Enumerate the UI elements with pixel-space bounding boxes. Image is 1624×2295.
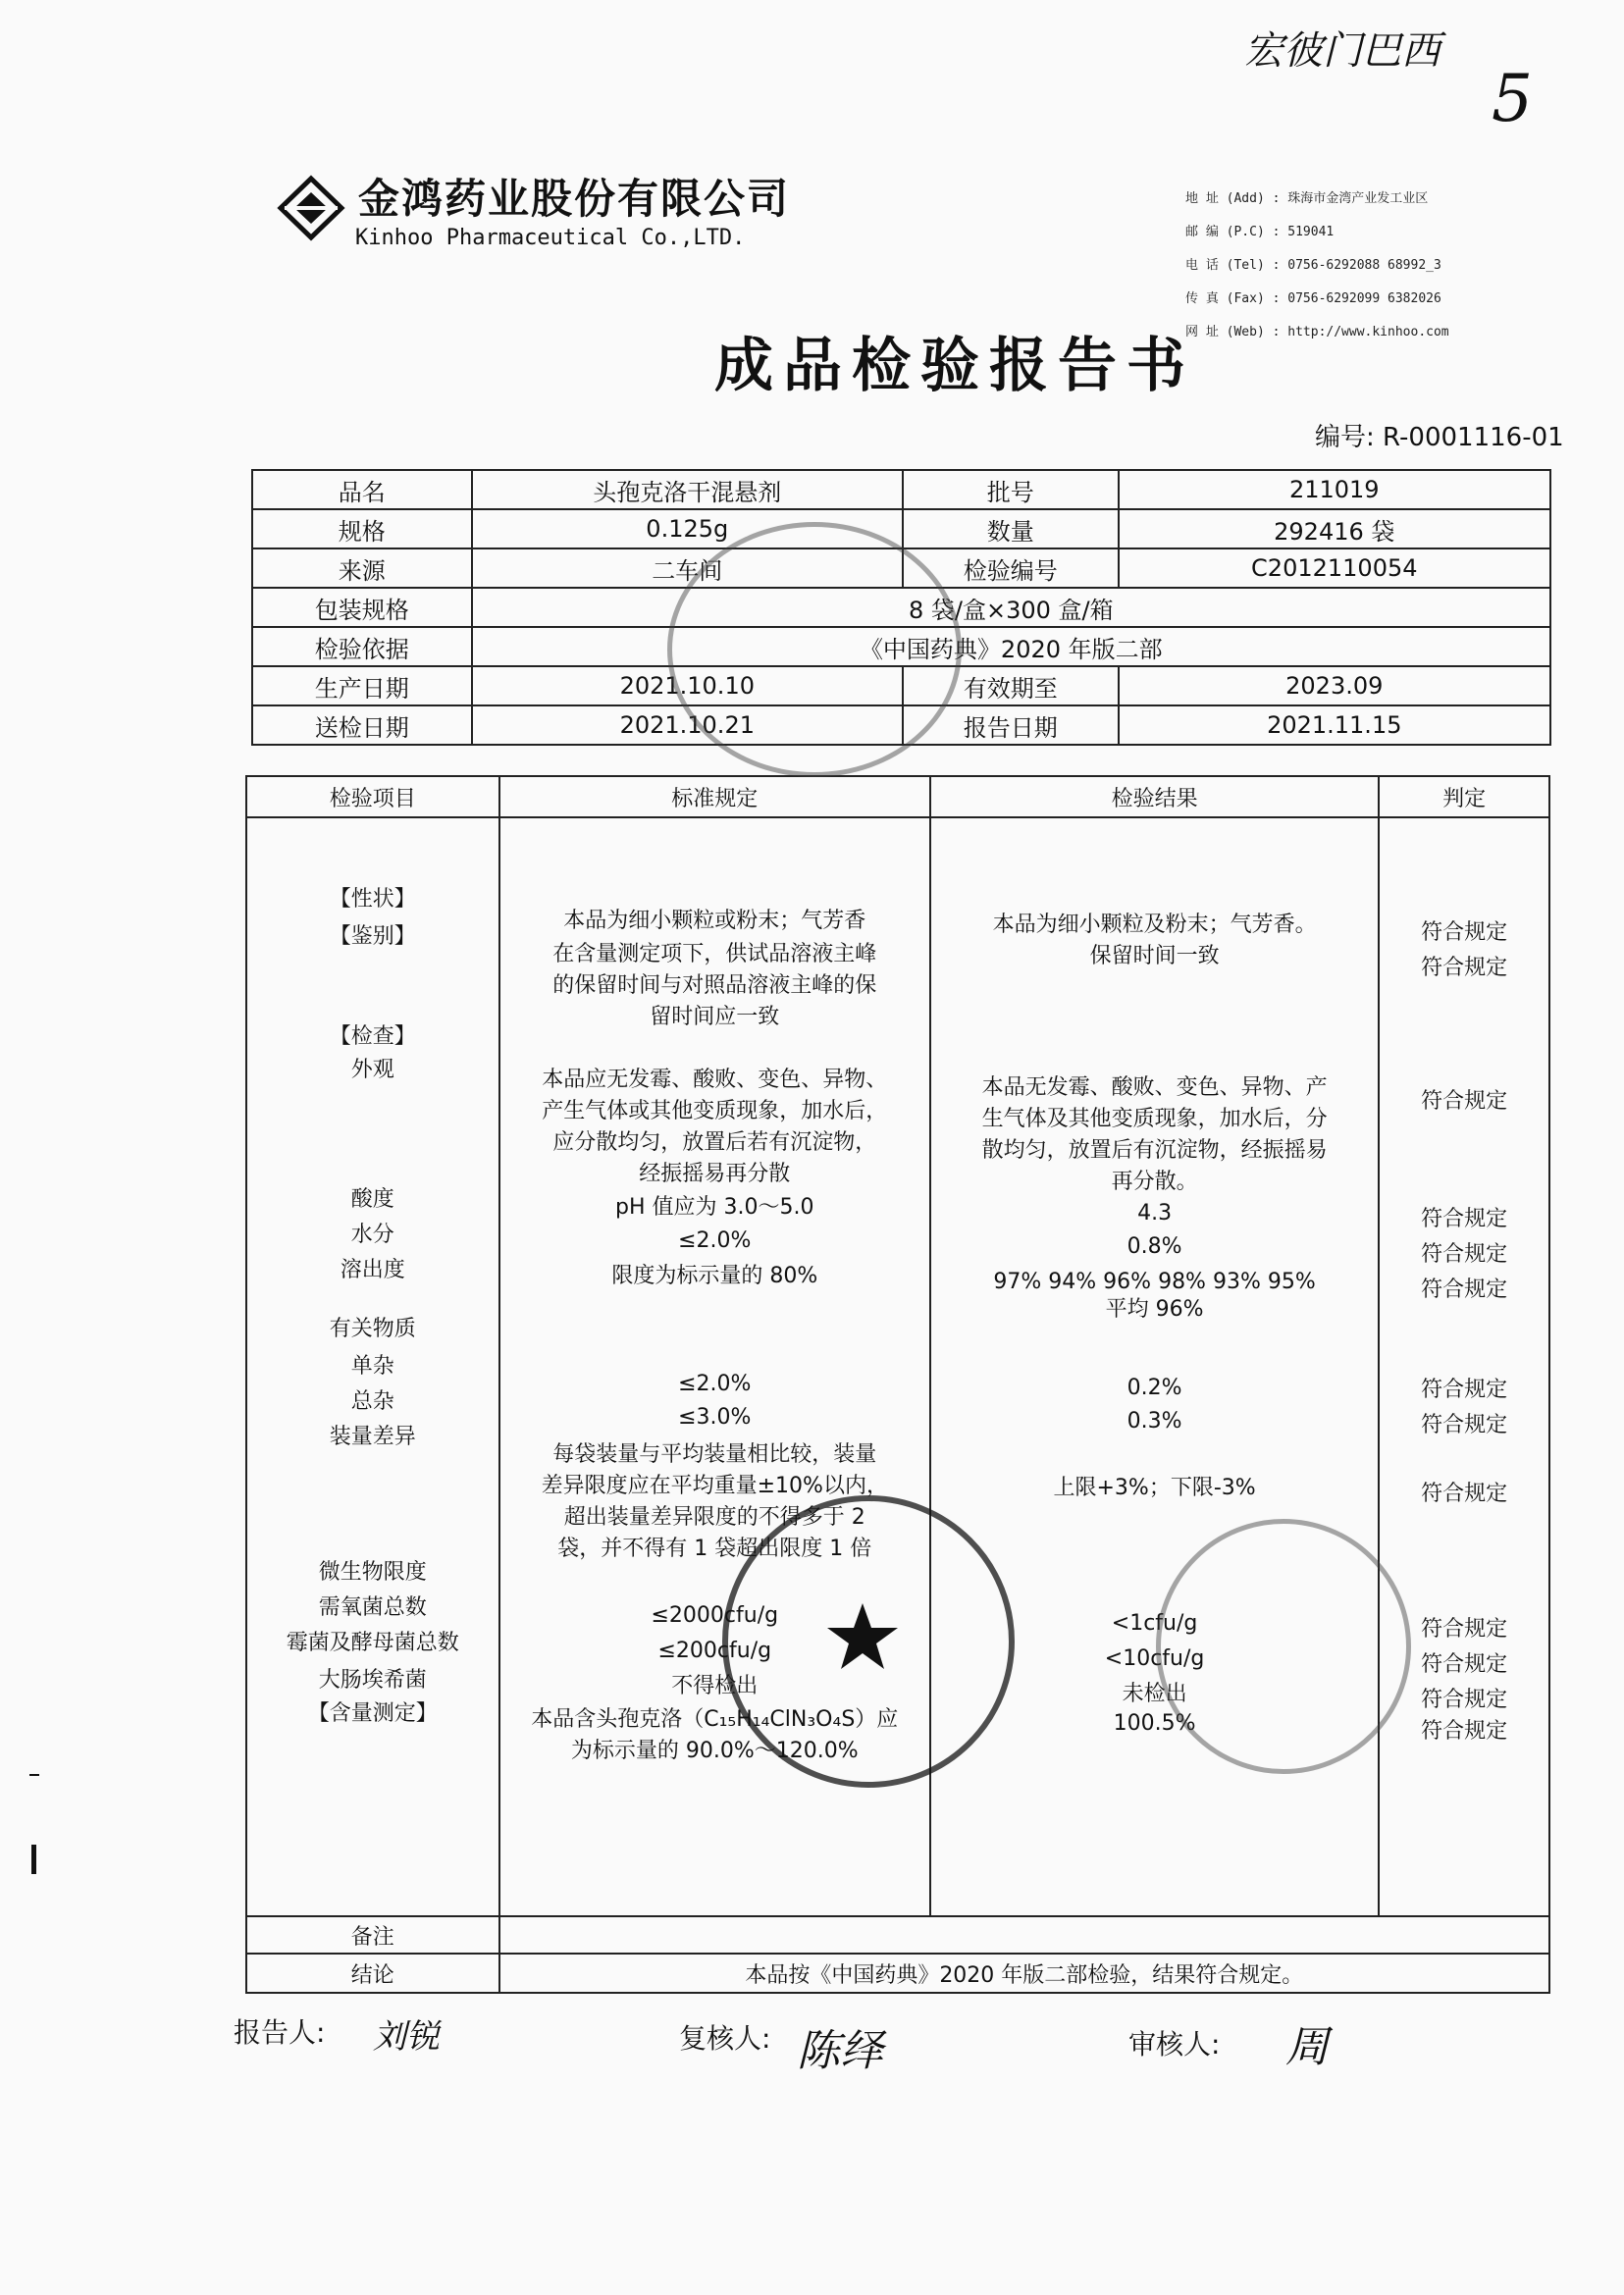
package-spec-value: 8 袋/盒×300 盒/箱: [472, 588, 1550, 627]
verdict-text: 符合规定: [1421, 1207, 1508, 1231]
reviewer-label: 复核人:: [679, 2022, 771, 2055]
result-line: 生气体及其他变质现象，加水后，分: [981, 1107, 1328, 1131]
result-line: 保留时间一致: [1089, 944, 1220, 968]
item-label: 霉菌及酵母菌总数: [286, 1631, 459, 1655]
standard-line: 留时间应一致: [650, 1005, 780, 1029]
verdict-text: 符合规定: [1421, 1719, 1508, 1744]
report-date-value: 2021.11.15: [1119, 705, 1550, 745]
test-number-label: 检验编号: [903, 548, 1119, 588]
company-seal-top: [667, 522, 962, 777]
product-name-label: 品名: [252, 470, 472, 509]
items-column: [246, 817, 499, 1916]
report-date-label: 报告日期: [903, 705, 1119, 745]
spec-value: 0.125g: [472, 509, 903, 548]
result-line: 平均 96%: [1105, 1297, 1204, 1322]
approver-label: 审核人:: [1128, 2028, 1221, 2060]
company-name-en: Kinhoo Pharmaceutical Co.,LTD.: [355, 226, 746, 250]
standard-line: 差异限度应在平均重量±10%以内，: [541, 1474, 888, 1498]
package-spec-label: 包装规格: [252, 588, 472, 627]
item-label: 酸度: [350, 1187, 394, 1212]
item-label: 【检查】: [329, 1024, 416, 1049]
standard-line: 在含量测定项下，供试品溶液主峰: [552, 942, 877, 966]
conclusion-label: 结论: [246, 1954, 499, 1993]
table-row: [252, 470, 1550, 509]
table-row: [252, 509, 1550, 548]
standard-line: ≤2.0%: [678, 1372, 752, 1396]
verdict-text: 符合规定: [1421, 1278, 1508, 1302]
standard-line: 限度为标示量的 80%: [611, 1264, 818, 1288]
verdict-text: 符合规定: [1421, 1089, 1508, 1114]
quantity-label: 数量: [903, 509, 1119, 548]
result-line: 上限+3%；下限-3%: [1053, 1476, 1256, 1500]
approver-signature: 周: [1285, 2022, 1329, 2072]
item-label: 总杂: [350, 1389, 394, 1414]
test-basis-label: 检验依据: [252, 627, 472, 666]
standard-line: 本品含头孢克洛（C₁₅H₁₄ClN₃O₄S）应: [531, 1707, 899, 1732]
result-line: 100.5%: [1113, 1711, 1196, 1736]
item-label: 有关物质: [329, 1317, 416, 1341]
item-label: 溶出度: [340, 1258, 405, 1282]
result-line: 97% 94% 96% 98% 93% 95%: [993, 1270, 1316, 1294]
expiry-label: 有效期至: [903, 666, 1119, 705]
result-line: 0.2%: [1126, 1376, 1182, 1400]
address-line: 邮 编 (P.C) : 519041: [1185, 225, 1335, 239]
standard-line: 不得检出: [671, 1674, 759, 1698]
reporter-signature: 刘锐: [373, 2017, 440, 2057]
company-address-block: [1185, 183, 1598, 349]
result-line: <1cfu/g: [1111, 1611, 1198, 1636]
item-label: 装量差异: [329, 1425, 416, 1449]
standard-line: 为标示量的 90.0%～120.0%: [570, 1739, 859, 1763]
item-label: 【含量测定】: [307, 1701, 438, 1726]
spec-label: 规格: [252, 509, 472, 548]
standard-line: 本品为细小颗粒或粉末；气芳香: [563, 909, 866, 933]
item-label: 需氧菌总数: [318, 1595, 427, 1620]
address-line: 传 真 (Fax) : 0756-6292099 6382026: [1185, 291, 1441, 306]
verdicts-column: [1379, 817, 1549, 1916]
standard-line: 应分散均匀，放置后若有沉淀物，: [552, 1130, 877, 1155]
item-label: 单杂: [350, 1354, 394, 1379]
result-line: 本品为细小颗粒及粉末；气芳香。: [992, 913, 1317, 937]
verdict-text: 符合规定: [1421, 1482, 1508, 1506]
conclusion-row: [246, 1954, 1549, 1993]
address-line: 电 话 (Tel) : 0756-6292088 68992_3: [1185, 258, 1441, 273]
standard-line: ≤2.0%: [678, 1228, 752, 1253]
reporter-label: 报告人:: [234, 2016, 326, 2049]
handwritten-note: 宏彼门巴西: [1244, 28, 1441, 74]
company-logo-icon: [277, 175, 345, 247]
standard-line: 产生气体或其他变质现象，加水后，: [542, 1099, 888, 1123]
source-label: 来源: [252, 548, 472, 588]
conclusion-text: 本品按《中国药典》2020 年版二部检验，结果符合规定。: [499, 1954, 1549, 1993]
result-line: 未检出: [1122, 1682, 1187, 1706]
header-item: 检验项目: [246, 776, 499, 817]
quality-dept-seal: [722, 1495, 1015, 1788]
test-basis-value: 《中国药典》2020 年版二部: [472, 627, 1550, 666]
verdict-text: 符合规定: [1421, 920, 1508, 945]
production-date-value: 2021.10.10: [472, 666, 903, 705]
item-label: 水分: [350, 1223, 394, 1247]
remark-row: [246, 1916, 1549, 1954]
reviewer-signature: 陈绎: [797, 2026, 883, 2076]
test-number-value: C2012110054: [1119, 548, 1550, 588]
standard-line: pH 值应为 3.0～5.0: [615, 1195, 814, 1220]
product-name-value: 头孢克洛干混悬剂: [472, 470, 903, 509]
scan-mark: [31, 1845, 36, 1874]
verdict-text: 符合规定: [1421, 1413, 1508, 1437]
standard-line: 经振摇易再分散: [639, 1162, 791, 1186]
verdict-text: 符合规定: [1421, 956, 1508, 980]
remark-label: 备注: [246, 1916, 499, 1954]
verdict-text: 符合规定: [1421, 1688, 1508, 1712]
header-verdict: 判定: [1379, 776, 1549, 817]
submit-date-label: 送检日期: [252, 705, 472, 745]
header-standard: 标准规定: [499, 776, 930, 817]
standard-line: ≤200cfu/g: [657, 1639, 772, 1663]
standard-line: 本品应无发霉、酸败、变色、异物、: [542, 1068, 888, 1092]
document-number: 编号: R-0001116-01: [1315, 423, 1564, 452]
address-line: 地 址 (Add) : 珠海市金湾产业发工业区: [1185, 191, 1429, 206]
page-title: 成品检验报告书: [714, 332, 1195, 400]
submit-date-value: 2021.10.21: [472, 705, 903, 745]
result-line: 散均匀，放置后有沉淀物，经振摇易: [981, 1138, 1328, 1163]
production-date-label: 生产日期: [252, 666, 472, 705]
results-table: [245, 775, 1550, 1994]
standard-line: ≤2000cfu/g: [651, 1603, 779, 1628]
batch-value: 211019: [1119, 470, 1550, 509]
company-seal-right: [1156, 1519, 1411, 1774]
standard-line: ≤3.0%: [678, 1405, 752, 1430]
item-label: 【性状】: [329, 887, 416, 912]
item-label: 外观: [350, 1058, 394, 1082]
batch-label: 批号: [903, 470, 1119, 509]
result-line: 4.3: [1137, 1201, 1173, 1226]
header-result: 检验结果: [930, 776, 1379, 817]
company-name-cn: 金鸿药业股份有限公司: [358, 175, 791, 223]
address-line: 网 址 (Web) : http://www.kinhoo.com: [1185, 325, 1449, 339]
expiry-value: 2023.09: [1119, 666, 1550, 705]
standard-line: 超出装量差异限度的不得多于 2: [563, 1505, 865, 1530]
verdict-text: 符合规定: [1421, 1378, 1508, 1402]
standard-line: 袋，并不得有 1 袋超出限度 1 倍: [557, 1537, 872, 1561]
scan-mark: [29, 1774, 39, 1776]
result-line: 本品无发霉、酸败、变色、异物、产: [981, 1075, 1328, 1100]
remark-value: [499, 1916, 1549, 1954]
source-value: 二车间: [472, 548, 903, 588]
standard-line: 每袋装量与平均装量相比较，装量: [552, 1442, 877, 1467]
item-label: 微生物限度: [318, 1560, 427, 1585]
result-line: 0.8%: [1126, 1234, 1182, 1259]
item-label: 大肠埃希菌: [318, 1668, 427, 1693]
item-label: 【鉴别】: [329, 924, 416, 949]
verdict-text: 符合规定: [1421, 1242, 1508, 1267]
page-number-handwritten: 5: [1492, 61, 1533, 136]
result-line: <10cfu/g: [1104, 1646, 1205, 1671]
quantity-value: 292416 袋: [1119, 509, 1550, 548]
standard-line: 的保留时间与对照品溶液主峰的保: [552, 973, 877, 998]
result-line: 0.3%: [1126, 1409, 1182, 1434]
verdict-text: 符合规定: [1421, 1652, 1508, 1677]
result-line: 再分散。: [1111, 1170, 1198, 1194]
table-header-row: [246, 776, 1549, 817]
verdict-text: 符合规定: [1421, 1617, 1508, 1642]
